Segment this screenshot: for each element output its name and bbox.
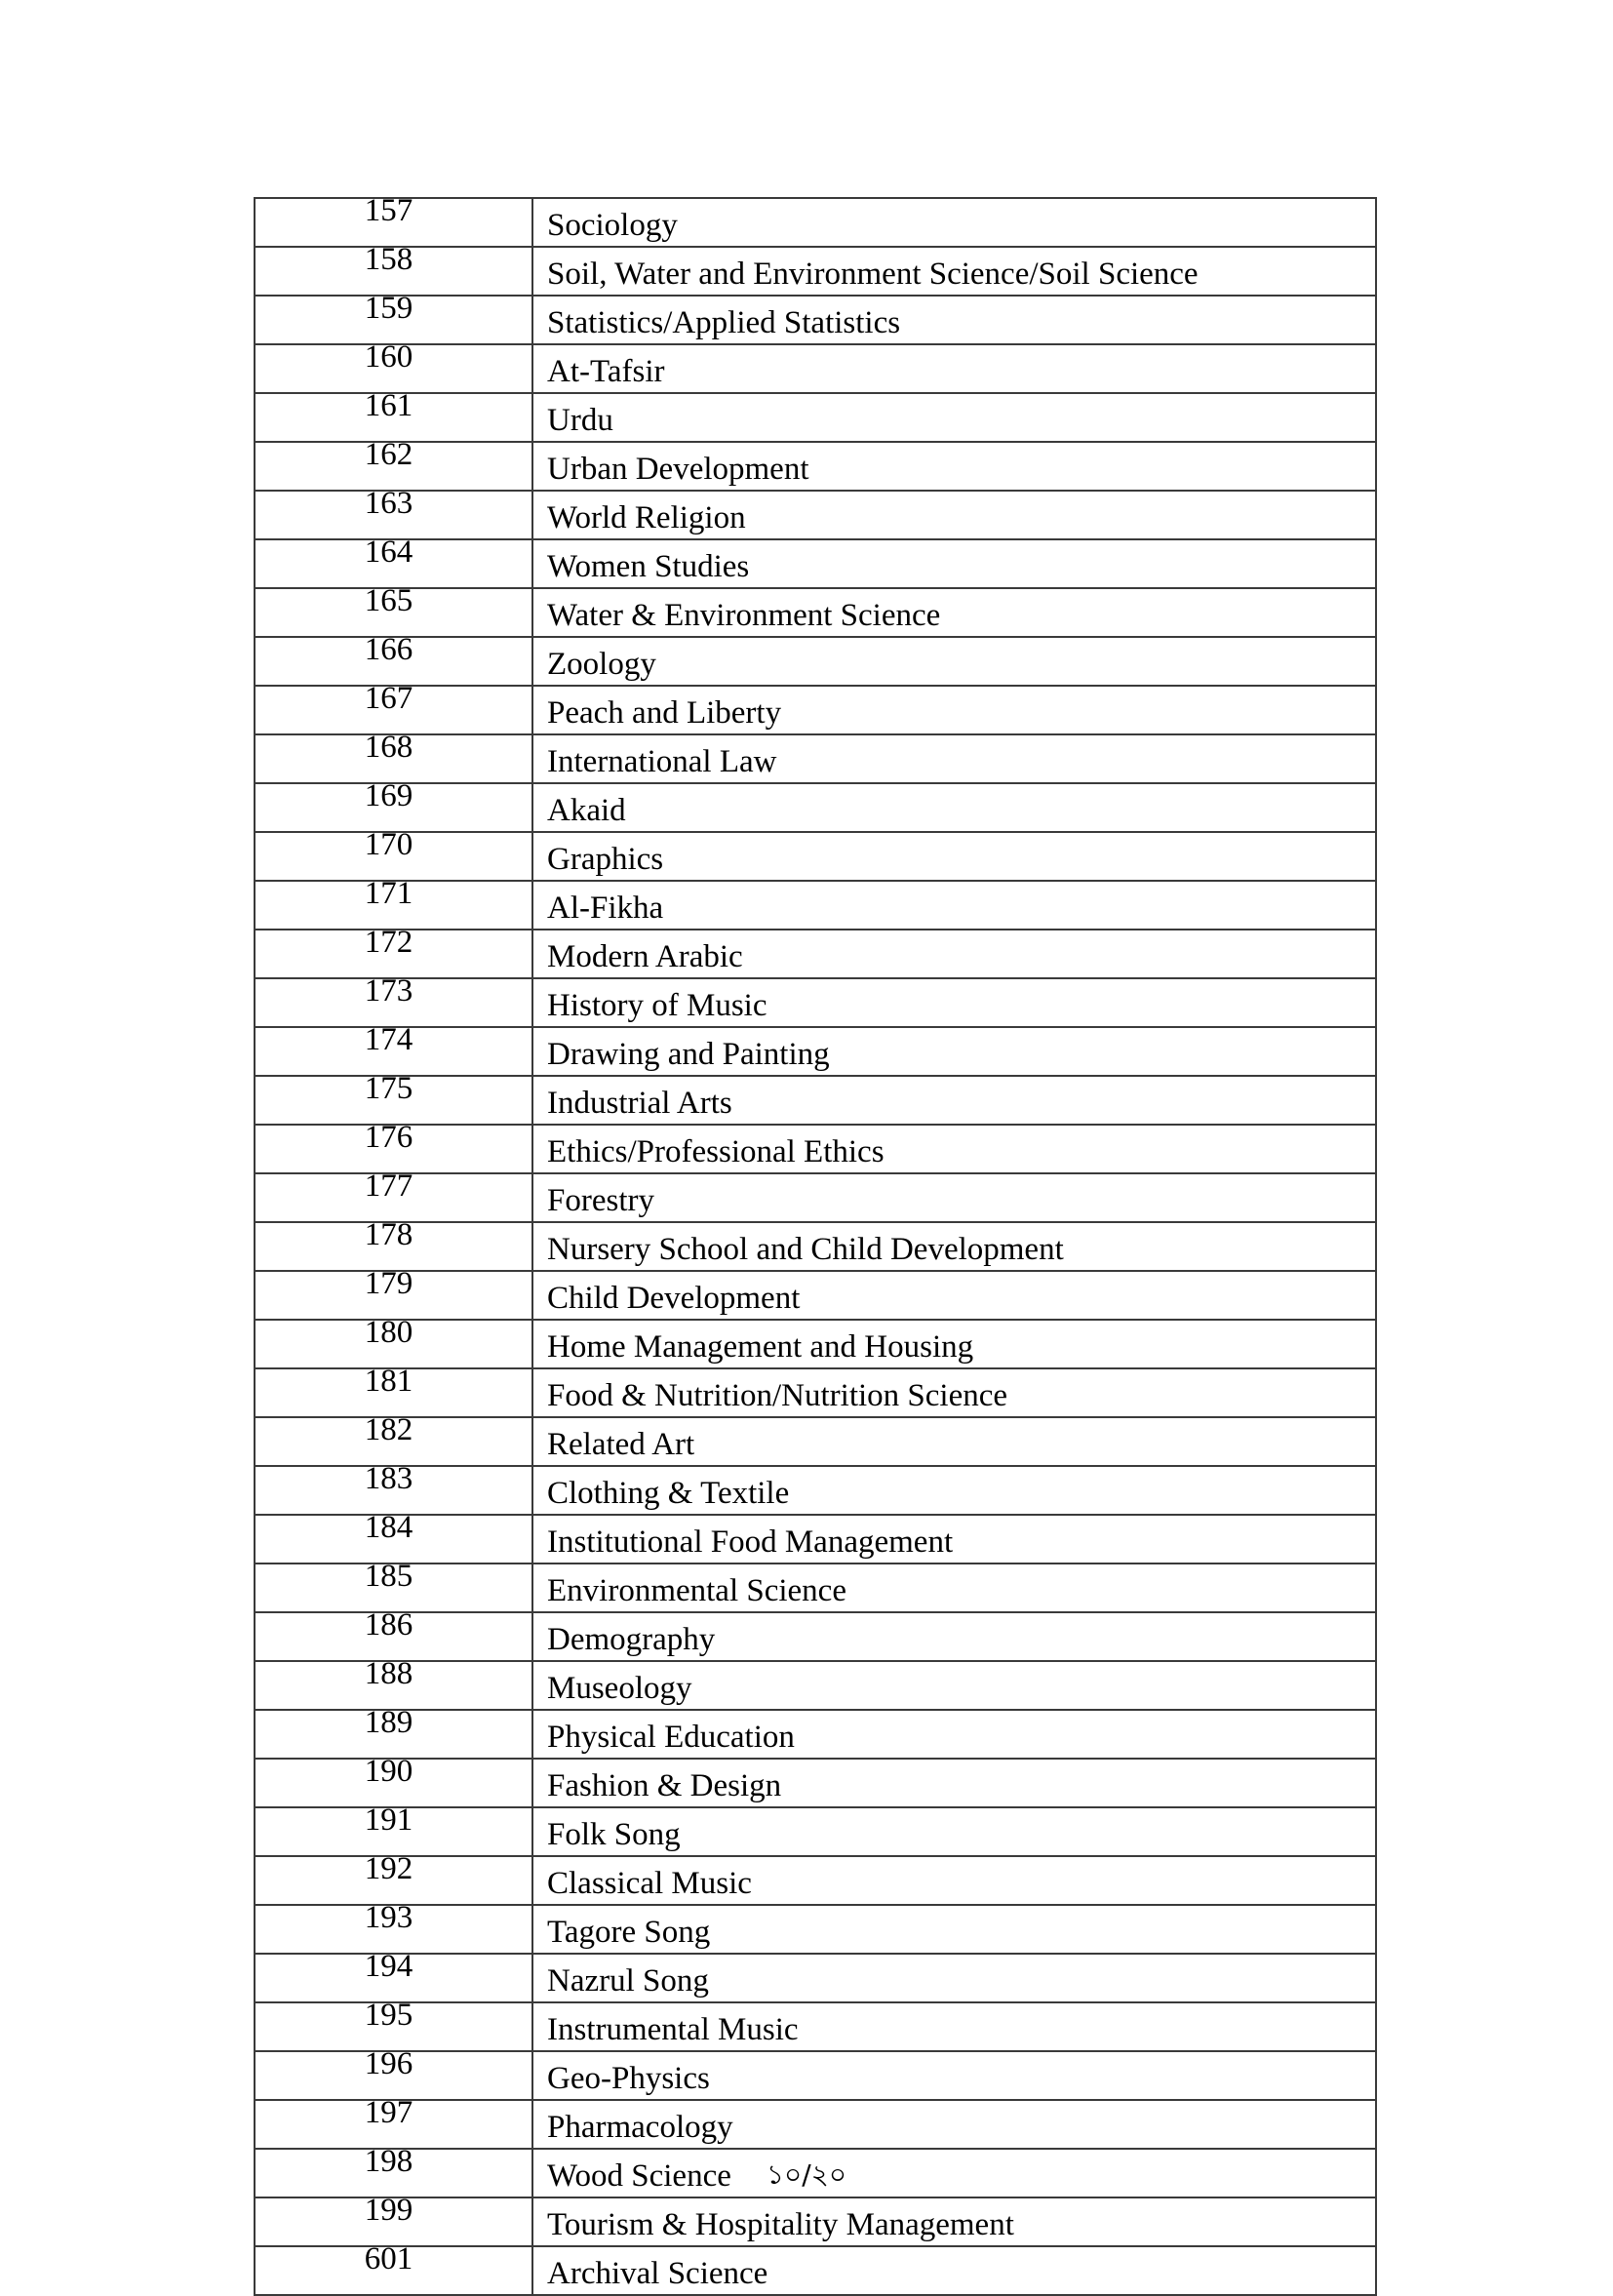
subject-name-cell: Industrial Arts: [532, 1076, 1376, 1125]
table-row: [255, 1222, 1376, 1271]
subject-name-cell: Archival Science: [532, 2246, 1376, 2295]
subject-name-cell: Classical Music: [532, 1856, 1376, 1905]
table-row: [255, 637, 1376, 686]
table-row: [255, 1710, 1376, 1759]
subject-code: 186: [364, 1606, 413, 1643]
subject-code-cell: [255, 534, 532, 582]
page-number: ১০/২০: [766, 2158, 847, 2191]
subject-name-cell: Drawing and Painting: [532, 1027, 1376, 1076]
subject-code: 196: [364, 2045, 413, 2081]
subject-code: 180: [364, 1314, 413, 1350]
subject-code: 163: [364, 485, 413, 521]
table-row: [255, 1320, 1376, 1368]
subject-name-cell: Women Studies: [532, 539, 1376, 588]
subject-code-cell: [255, 1411, 532, 1460]
subject-code: 171: [364, 875, 413, 911]
table-row: [255, 2002, 1376, 2051]
subject-code: 157: [364, 192, 413, 228]
subject-name-cell: World Religion: [532, 491, 1376, 539]
subject-name-cell: Geo-Physics: [532, 2051, 1376, 2100]
subject-name-cell: Clothing & Textile: [532, 1466, 1376, 1515]
table-row: [255, 930, 1376, 978]
subject-code: 169: [364, 777, 413, 813]
subject-code: 198: [364, 2143, 413, 2179]
subject-name-cell: Wood Science: [532, 2149, 1376, 2197]
subject-code-cell: [255, 1850, 532, 1899]
subject-name-cell: Demography: [532, 1612, 1376, 1661]
table-row: [255, 2246, 1376, 2295]
subject-name-cell: Zoology: [532, 637, 1376, 686]
table-row: [255, 1027, 1376, 1076]
subject-name-cell: Related Art: [532, 1417, 1376, 1466]
subject-code: 181: [364, 1363, 413, 1399]
subject-code: 199: [364, 2192, 413, 2228]
subject-code-cell: [255, 241, 532, 290]
table-row: [255, 344, 1376, 393]
subject-code-cell: [255, 1899, 532, 1948]
subject-code-cell: [255, 387, 532, 436]
subject-code-cell: [255, 826, 532, 875]
table-row: [255, 198, 1376, 247]
subject-code-cell: [255, 1801, 532, 1850]
subject-code: 165: [364, 582, 413, 618]
subject-name-cell: Urdu: [532, 393, 1376, 442]
subject-name-cell: Food & Nutrition/Nutrition Science: [532, 1368, 1376, 1417]
subject-code: 191: [364, 1801, 413, 1838]
subject-name-cell: Graphics: [532, 832, 1376, 881]
table-row: [255, 1515, 1376, 1564]
table-body: [255, 192, 1376, 2295]
subject-code: 174: [364, 1021, 413, 1057]
subject-code-cell: [255, 729, 532, 777]
table-row: [255, 1076, 1376, 1125]
subject-code: 173: [364, 972, 413, 1009]
table-row: [255, 734, 1376, 783]
subject-code: 177: [364, 1168, 413, 1204]
subject-name-cell: Urban Development: [532, 442, 1376, 491]
table-row: [255, 1954, 1376, 2002]
subject-code: 189: [364, 1704, 413, 1740]
subject-code-cell: [255, 1363, 532, 1411]
subject-code: 185: [364, 1558, 413, 1594]
subject-code: 167: [364, 680, 413, 716]
subject-name-cell: Folk Song: [532, 1807, 1376, 1856]
subject-name-cell: Physical Education: [532, 1710, 1376, 1759]
subject-code-cell: [255, 875, 532, 924]
subject-code-cell: [255, 1460, 532, 1509]
subject-code-cell: [255, 1314, 532, 1363]
subject-code: 168: [364, 729, 413, 765]
table-row: [255, 491, 1376, 539]
subject-code: 164: [364, 534, 413, 570]
table-row: [255, 978, 1376, 1027]
subject-name-cell: Statistics/Applied Statistics: [532, 296, 1376, 344]
table-row: [255, 1466, 1376, 1515]
subject-code-cell: [255, 1558, 532, 1606]
subject-name-cell: Sociology: [532, 198, 1376, 247]
subject-code: 188: [364, 1655, 413, 1691]
subject-code-cell: [255, 924, 532, 972]
subject-name-cell: Nursery School and Child Development: [532, 1222, 1376, 1271]
subject-code-cell: [255, 1948, 532, 1997]
subject-code-cell: [255, 1606, 532, 1655]
subject-name-cell: Pharmacology: [532, 2100, 1376, 2149]
subject-code: 170: [364, 826, 413, 862]
subject-code-cell: [255, 2240, 532, 2289]
subject-code: 176: [364, 1119, 413, 1155]
subject-code: 158: [364, 241, 413, 277]
subject-code: 197: [364, 2094, 413, 2130]
subject-code: 179: [364, 1265, 413, 1301]
table-row: [255, 2051, 1376, 2100]
subject-code-cell: [255, 1509, 532, 1558]
table-row: [255, 2100, 1376, 2149]
subject-code-cell: [255, 777, 532, 826]
table-row: [255, 783, 1376, 832]
subject-code: 159: [364, 290, 413, 326]
table-row: [255, 296, 1376, 344]
table-row: [255, 1856, 1376, 1905]
subject-code-cell: [255, 436, 532, 485]
subject-code-cell: [255, 1216, 532, 1265]
table-row: [255, 881, 1376, 930]
table-row: [255, 1271, 1376, 1320]
subject-name-cell: Forestry: [532, 1173, 1376, 1222]
subject-code: 182: [364, 1411, 413, 1447]
subject-code-cell: [255, 1168, 532, 1216]
table-row: [255, 1417, 1376, 1466]
subject-name-cell: Tourism & Hospitality Management: [532, 2197, 1376, 2246]
subject-name-cell: Institutional Food Management: [532, 1515, 1376, 1564]
subject-code: 183: [364, 1460, 413, 1496]
subject-name-cell: Tagore Song: [532, 1905, 1376, 1954]
subject-code-cell: [255, 972, 532, 1021]
subject-code: 192: [364, 1850, 413, 1886]
subject-name-cell: Nazrul Song: [532, 1954, 1376, 2002]
subject-code-cell: [255, 631, 532, 680]
subject-code: 166: [364, 631, 413, 667]
subject-name-cell: Akaid: [532, 783, 1376, 832]
table-row: [255, 2197, 1376, 2246]
subject-code-cell: [255, 1119, 532, 1168]
subject-code-cell: [255, 582, 532, 631]
table-row: [255, 442, 1376, 491]
subject-name-cell: Water & Environment Science: [532, 588, 1376, 637]
table-row: [255, 1807, 1376, 1856]
table-row: [255, 1905, 1376, 1954]
subject-name-cell: Soil, Water and Environment Science/Soil Science: [532, 247, 1376, 296]
subject-code: 175: [364, 1070, 413, 1106]
subject-code-cell: [255, 338, 532, 387]
table-row: [255, 247, 1376, 296]
subject-code: 172: [364, 924, 413, 960]
table-row: [255, 1173, 1376, 1222]
table-row: [255, 539, 1376, 588]
subject-code: 190: [364, 1753, 413, 1789]
subject-code: 160: [364, 338, 413, 375]
subject-name-cell: Peach and Liberty: [532, 686, 1376, 734]
table-row: [255, 1661, 1376, 1710]
table-row: [255, 588, 1376, 637]
subject-code-cell: [255, 2045, 532, 2094]
subject-code-cell: [255, 2094, 532, 2143]
subject-code-cell: [255, 680, 532, 729]
subject-code: 195: [364, 1997, 413, 2033]
subject-name-cell: Modern Arabic: [532, 930, 1376, 978]
subject-code-cell: [255, 1021, 532, 1070]
subject-code-cell: [255, 485, 532, 534]
subject-code-cell: [255, 290, 532, 338]
subject-name-cell: International Law: [532, 734, 1376, 783]
subject-code: 601: [364, 2240, 413, 2276]
subject-code-cell: [255, 192, 532, 241]
subject-name-cell: Child Development: [532, 1271, 1376, 1320]
subject-code-cell: [255, 1704, 532, 1753]
subject-name-cell: Al-Fikha: [532, 881, 1376, 930]
subject-code: 193: [364, 1899, 413, 1935]
subject-name-cell: Ethics/Professional Ethics: [532, 1125, 1376, 1173]
table-row: [255, 686, 1376, 734]
subject-code: 161: [364, 387, 413, 423]
table-row: [255, 1125, 1376, 1173]
subject-code: 194: [364, 1948, 413, 1984]
subject-name-cell: History of Music: [532, 978, 1376, 1027]
subject-code-cell: [255, 1070, 532, 1119]
subject-code-cell: [255, 1753, 532, 1801]
subject-code-cell: [255, 1265, 532, 1314]
table-row: [255, 832, 1376, 881]
subject-name-cell: Fashion & Design: [532, 1759, 1376, 1807]
table-row: [255, 1564, 1376, 1612]
table-row: [255, 1368, 1376, 1417]
subject-code: 184: [364, 1509, 413, 1545]
subject-name-cell: Environmental Science: [532, 1564, 1376, 1612]
subject-name-cell: Museology: [532, 1661, 1376, 1710]
subject-code-cell: [255, 1655, 532, 1704]
table-row: [255, 1612, 1376, 1661]
subject-name-cell: At-Tafsir: [532, 344, 1376, 393]
subject-code: 178: [364, 1216, 413, 1252]
subject-code: 162: [364, 436, 413, 472]
subject-code-cell: [255, 1997, 532, 2045]
subject-name-cell: Home Management and Housing: [532, 1320, 1376, 1368]
table-row: [255, 393, 1376, 442]
subject-name-cell: Instrumental Music: [532, 2002, 1376, 2051]
table-row: [255, 1759, 1376, 1807]
subject-code-table: [254, 192, 1377, 2296]
